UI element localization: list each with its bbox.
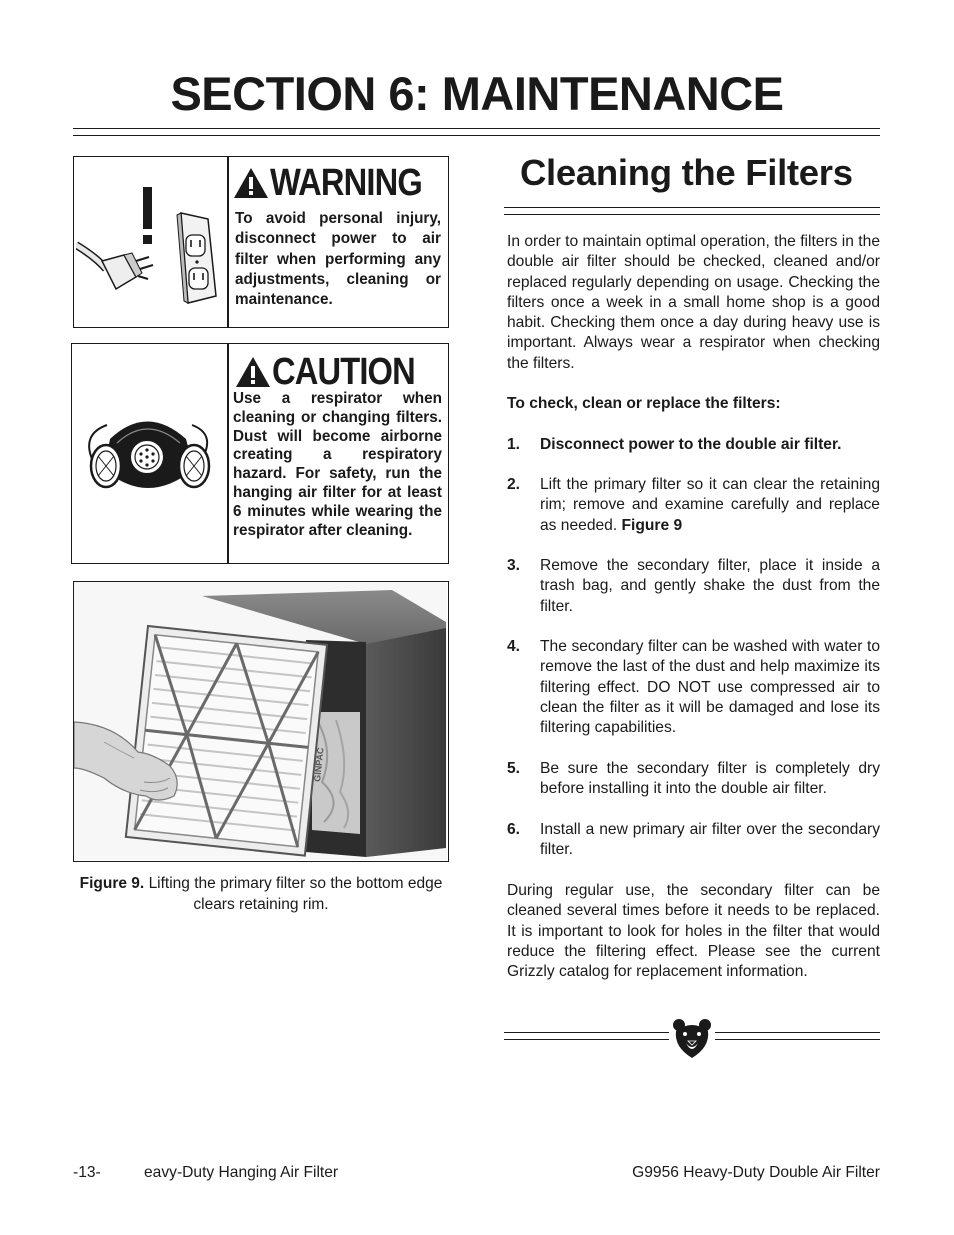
heading-rule-bottom [504,214,880,215]
step-5: 5. Be sure the secondary filter is completely dry before installing it into the double air filter. [507,760,880,798]
end-rule-right-top [715,1032,880,1033]
section-title: SECTION 6: MAINTENANCE [170,67,784,120]
warning-text: To avoid personal injury, disconnect power to air filter when performing any adjustments, cleaning or maintenance. [235,210,441,309]
caution-text: Use a respirator when cleaning or changing filters. Dust will become airborne creating a respiratory hazard. For safety, run the hanging air filter for at least 6 minutes while wearing the respirator after cleaning. [233,390,442,539]
step-1: 1. Disconnect power to the double air filter. [507,436,842,453]
procedure-heading: To check, clean or replace the filters: [507,395,781,412]
plug-and-outlet-icon [76,161,226,326]
caution-word: CAUTION [272,351,415,393]
end-rule-right-bottom [715,1039,880,1040]
respirator-icon [82,399,222,509]
footer-right-title: G9956 Heavy-Duty Double Air Filter [632,1164,880,1181]
warning-word: WARNING [270,162,422,204]
grizzly-bear-logo-icon [672,1017,712,1059]
step-3: 3. Remove the secondary filter, place it inside a trash bag, and gently shake the dust from the filter. [507,557,880,615]
figure-9-photo [73,581,449,862]
caution-label [234,353,438,391]
caution-triangle-icon [234,355,272,389]
warning-triangle-icon [232,166,270,200]
end-rule-left-top [504,1032,669,1033]
caution-box [71,343,449,564]
title-rule-top [73,128,880,129]
figure-9-reference: Figure 9 [621,516,683,534]
page-number: -13- [73,1164,101,1181]
figure-9-caption [73,873,449,915]
warning-label [232,164,447,202]
intro-paragraph: In order to maintain optimal operation, the filters in the double air filter should be checked, cleaned and/or replaced regularly depending on usage. Checking the filters once a week in a small home shop is a good habit. Checking them once a day during heavy use is important. Always wear a respirator when checking the filters. [507,233,880,372]
cleaning-heading: Cleaning the Filters [520,152,853,193]
step-6: 6. Install a new primary air filter over the secondary filter. [507,821,880,859]
heading-rule-top [504,207,880,208]
figure-9-caption-label: Figure 9. [79,875,145,892]
filter-brand-label: GINPAC [312,747,326,783]
footer-left-title: eavy-Duty Hanging Air Filter [144,1164,339,1181]
closing-paragraph: During regular use, the secondary filter can be cleaned several times before it needs to be replaced. It is important to look for holes in the filter that would reduce the filtering effect. Please see the current Grizzly catalog for replacement information. [507,882,880,981]
step-4: 4. The secondary filter can be washed with water to remove the last of the dust and help maximize its filtering effect. DO NOT use compressed air to clean the filter as it will be damaged and lose its filtering capabilities. [507,638,880,737]
end-rule-left-bottom [504,1039,669,1040]
figure-9-caption-text: Lifting the primary filter so the bottom edge clears retaining rim. [148,875,443,913]
warning-box [73,156,449,328]
title-rule-bottom [73,135,880,136]
step-2: 2. Lift the primary filter so it can clear the retaining rim; remove and examine carefully and replace as needed. Figure 9 [507,476,880,534]
